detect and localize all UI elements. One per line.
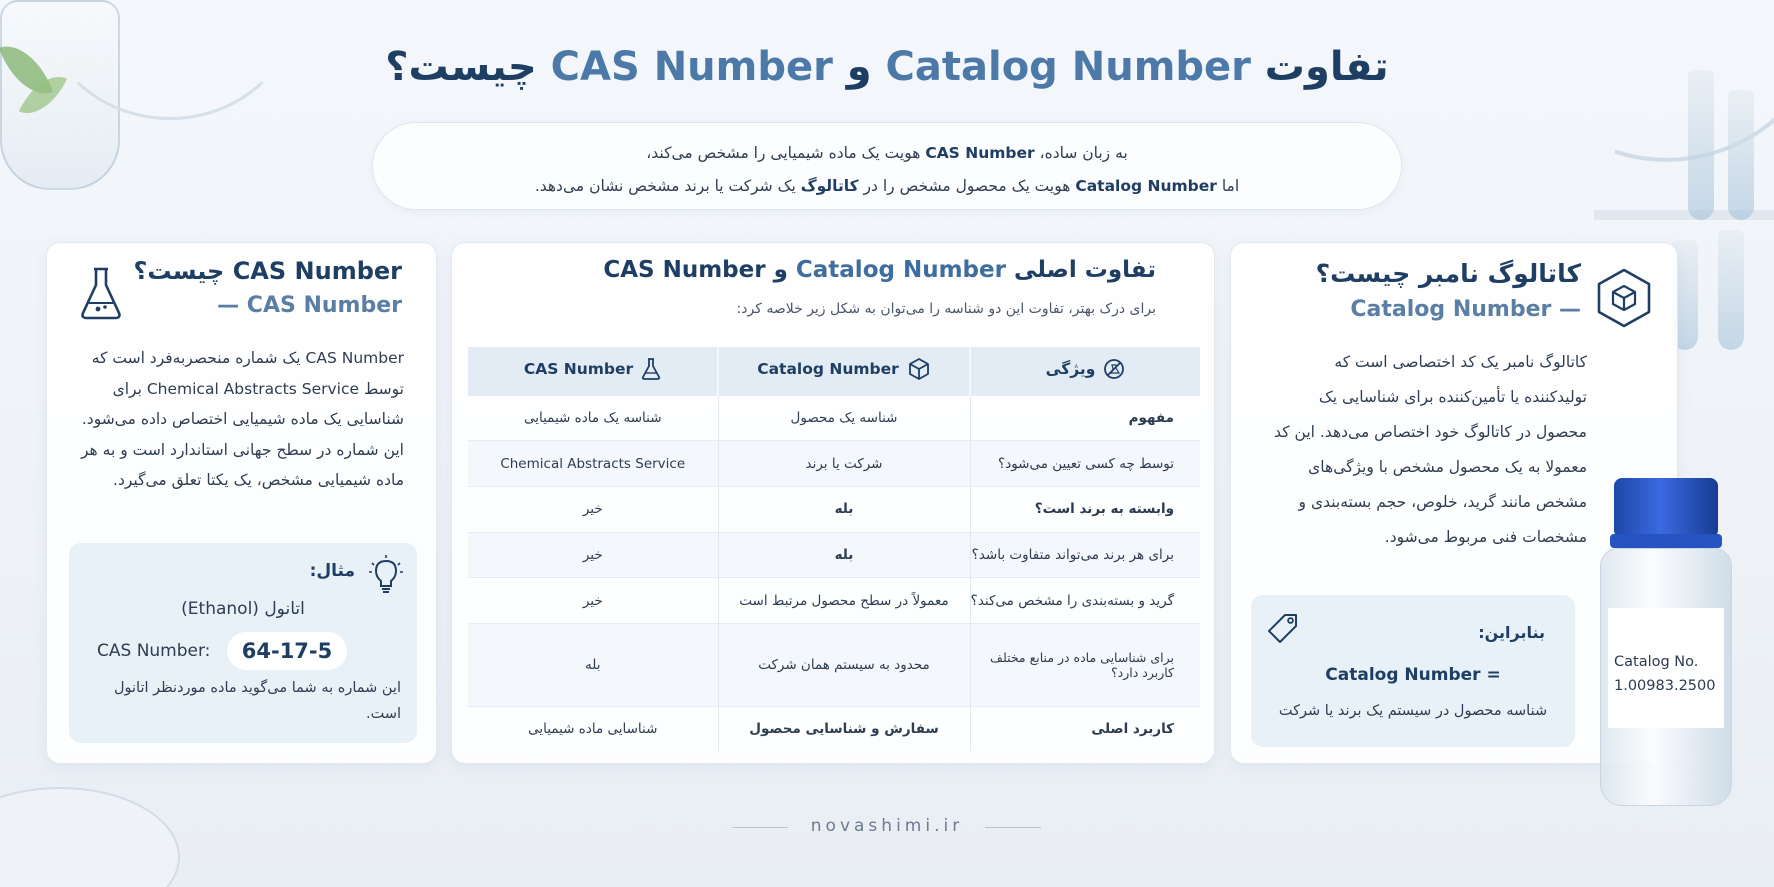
header-cas xyxy=(468,347,718,395)
cell-catalog: محدود به سیستم همان شرکت xyxy=(718,623,970,706)
cell-feature: برای هر برند می‌تواند متفاوت باشد؟ xyxy=(970,532,1200,578)
table-row xyxy=(468,441,1200,487)
cell-catalog: معمولاً در سطح محصول مرتبط است xyxy=(718,578,970,624)
cell-cas: خیر xyxy=(468,578,718,624)
box-icon xyxy=(907,357,931,381)
no-symbol-icon xyxy=(1103,358,1125,380)
title-catalog: Catalog Number xyxy=(885,44,1251,90)
intro-bold: CAS Number xyxy=(925,144,1035,162)
title-cas: CAS Number xyxy=(550,44,833,90)
comparison-title-text: تفاوت اصلی xyxy=(1005,257,1156,283)
table-row xyxy=(468,486,1200,532)
cell-catalog: بله xyxy=(718,532,970,578)
table-row xyxy=(468,532,1200,578)
table-row xyxy=(468,623,1200,706)
bottle-label-line-1: Catalog No. xyxy=(1614,654,1699,670)
intro-line-1 xyxy=(373,137,1401,170)
comparison-description: برای درک بهتر، تفاوت این دو شناسه را می‌توان به شکل زیر خلاصه کرد: xyxy=(736,301,1156,317)
cell-cas: شناسایی ماده شیمیایی xyxy=(468,707,718,751)
catalog-card-subtitle: Catalog Number — xyxy=(1350,297,1581,322)
cell-feature: مفهوم xyxy=(970,395,1200,441)
example-label: مثال: xyxy=(309,561,355,581)
bottle-label-line-2: 1.00983.2500 xyxy=(1614,678,1716,694)
cell-cas: خیر xyxy=(468,486,718,532)
cell-catalog: سفارش و شناسایی محصول xyxy=(718,707,970,751)
comparison-card xyxy=(451,242,1215,764)
comparison-title-cas: CAS Number xyxy=(603,257,766,283)
cell-feature: توسط چه کسی تعیین می‌شود؟ xyxy=(970,441,1200,487)
background-test-tube xyxy=(1728,90,1754,220)
cas-card-body: CAS Number یک شماره منحصربه‌فرد است که توسط Chemical Abstracts Service برای شناسایی یک ماده شیمیایی اختصاص داده می‌شود. این شماره در سطح جهانی استاندارد است و به هر ماده شیمیایی مشخص، یک یکتا تعلق می‌گیرد. xyxy=(80,349,404,489)
table-header-row xyxy=(468,347,1200,395)
cell-feature: کاربرد اصلی xyxy=(970,707,1200,751)
intro-line-2 xyxy=(373,170,1401,203)
lightbulb-icon xyxy=(369,555,403,595)
catalog-card-body: کاتالوگ نامبر یک کد اختصاصی است که تولیدکننده یا تأمین‌کننده برای شناسایی یک محصول در کاتالوگ خود اختصاص می‌دهد. این کد معمولا به یک محصول مشخص با ویژگی‌های مشخص مانند گرید، خلوص، حجم بسته‌بندی و مشخصات فنی مربوط می‌شود. xyxy=(1274,353,1587,546)
header-cas-label: CAS Number xyxy=(523,359,634,378)
cell-feature: گرید و بسته‌بندی را مشخص می‌کند؟ xyxy=(970,578,1200,624)
background-test-tube xyxy=(1688,70,1714,220)
therefore-description: شناسه محصول در سیستم یک برند یا شرکت xyxy=(1278,703,1548,719)
title-text: چیست؟ xyxy=(385,44,551,90)
intro-text: به زبان ساده، xyxy=(1034,144,1128,162)
bottle-cap-band xyxy=(1610,534,1722,548)
background-petri-dish xyxy=(0,787,180,887)
cell-catalog: شناسه یک محصول xyxy=(718,395,970,441)
cell-cas: خیر xyxy=(468,532,718,578)
table-row xyxy=(468,395,1200,441)
intro-text: هویت یک محصول مشخص را در xyxy=(858,177,1076,195)
header-feature xyxy=(970,347,1200,395)
footer-website: novashimi.ir xyxy=(810,816,964,836)
cas-card xyxy=(46,242,437,764)
cell-cas: بله xyxy=(468,623,718,706)
comparison-title-text: و xyxy=(765,257,796,283)
therefore-label: بنابراین: xyxy=(1478,623,1545,642)
intro-bold: کاتالوگ xyxy=(800,177,859,195)
comparison-title-catalog: Catalog Number xyxy=(795,257,1006,283)
title-text: و xyxy=(832,44,886,90)
intro-text: یک شرکت یا برند مشخص نشان می‌دهد. xyxy=(534,177,801,195)
reagent-bottle xyxy=(1600,478,1732,808)
intro-box xyxy=(372,122,1402,210)
example-cas-value: 64-17-5 xyxy=(227,632,347,670)
therefore-box xyxy=(1251,595,1575,747)
cas-card-subtitle: — CAS Number xyxy=(217,293,402,318)
table-row xyxy=(468,578,1200,624)
page-title xyxy=(0,44,1774,90)
flask-icon xyxy=(641,357,661,381)
background-test-tube xyxy=(1718,230,1744,350)
cell-catalog: بله xyxy=(718,486,970,532)
cas-card-title: CAS Number چیست؟ xyxy=(133,257,402,285)
intro-text: اما xyxy=(1216,177,1240,195)
title-text: تفاوت xyxy=(1250,44,1389,90)
header-catalog xyxy=(718,347,970,395)
tag-icon xyxy=(1265,611,1301,647)
cell-feature: برای شناسایی ماده در منابع مختلف کاربرد دارد؟ xyxy=(970,623,1200,706)
header-catalog-label: Catalog Number xyxy=(757,359,899,378)
therefore-equation: Catalog Number = xyxy=(1325,665,1501,685)
footer-line-right xyxy=(985,827,1041,828)
header-feature-label: ویژگی xyxy=(1045,359,1096,378)
table-row xyxy=(468,707,1200,751)
cell-feature: وابسته به برند است؟ xyxy=(970,486,1200,532)
example-box xyxy=(69,543,417,743)
bottle-cap xyxy=(1614,478,1718,538)
flask-icon xyxy=(77,265,125,321)
cell-catalog: شرکت یا برند xyxy=(718,441,970,487)
example-name: اتانول (Ethanol) xyxy=(181,599,305,619)
catalog-card-title: کاتالوگ نامبر چیست؟ xyxy=(1315,259,1581,288)
example-cas-label: CAS Number: xyxy=(97,641,211,661)
intro-bold: Catalog Number xyxy=(1075,177,1217,195)
cell-cas: شناسه یک ماده شیمیایی xyxy=(468,395,718,441)
example-note: این شماره به شما می‌گوید ماده موردنظر اتانول است. xyxy=(114,680,401,722)
cell-cas: Chemical Abstracts Service xyxy=(468,441,718,487)
cube-icon xyxy=(1595,267,1653,329)
intro-text: هویت یک ماده شیمیایی را مشخص می‌کند، xyxy=(646,144,926,162)
comparison-table xyxy=(468,347,1200,751)
comparison-title xyxy=(603,257,1156,283)
